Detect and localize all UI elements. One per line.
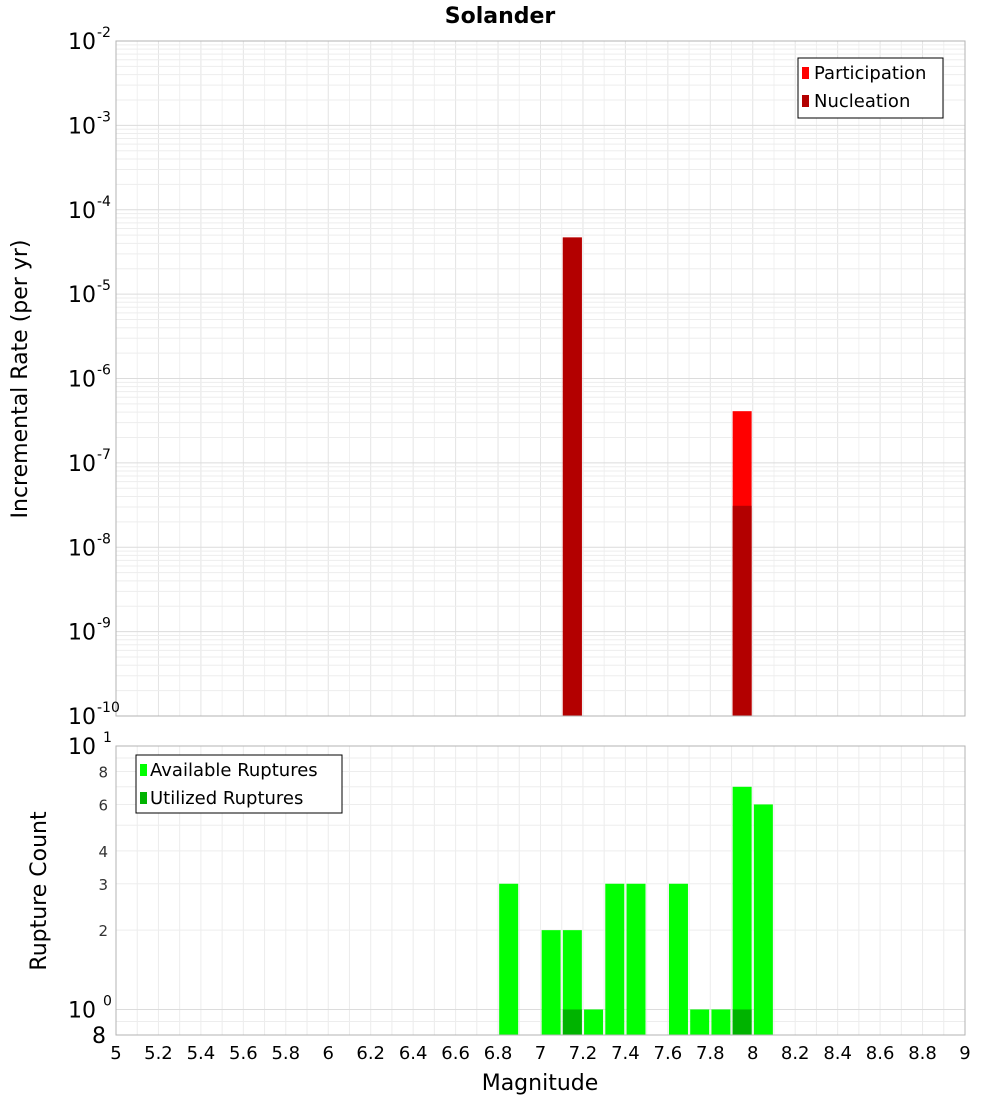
count-y-ticks: [68, 730, 112, 1049]
rate-y-tick-exponent: -3: [97, 109, 111, 126]
utilized-legend-label: Utilized Ruptures: [150, 788, 304, 809]
rate-y-tick: [68, 278, 111, 308]
rate-y-tick-base: 10: [68, 705, 96, 730]
rate-y-tick: [68, 531, 111, 561]
available-bar: [711, 1009, 730, 1035]
rate-y-tick-base: 10: [68, 367, 96, 393]
count-y-tick-base: 10: [68, 735, 96, 760]
count-y-tick-minor: 2: [98, 922, 108, 941]
x-tick-label: 6.8: [483, 1043, 513, 1064]
count-panel: [27, 730, 971, 1096]
rate-y-tick-base: 10: [68, 451, 96, 477]
rate-panel: [8, 25, 965, 730]
rate-y-tick: [68, 447, 111, 477]
x-tick-label: 5.8: [271, 1043, 301, 1064]
x-tick-label: 5.2: [144, 1043, 173, 1064]
available-bar: [584, 1009, 603, 1035]
rate-y-tick: [68, 194, 111, 224]
magnitude-x-ticks: [110, 1043, 970, 1064]
rate-y-tick-exponent: -7: [97, 446, 111, 463]
available-bar: [605, 884, 624, 1035]
x-tick-label: 9: [959, 1043, 971, 1064]
x-tick-label: 7.2: [568, 1043, 598, 1064]
x-tick-label: 6.6: [441, 1043, 470, 1064]
utilized-bar: [733, 1009, 752, 1035]
nucleation-legend-swatch: [802, 95, 809, 107]
available-bar: [733, 787, 752, 1035]
x-tick-label: 8.8: [908, 1043, 937, 1064]
rate-y-tick-base: 10: [68, 620, 96, 646]
rate-y-ticks: [68, 25, 120, 730]
x-tick-label: 7.4: [611, 1043, 640, 1064]
count-legend: [136, 755, 342, 813]
count-y-axis-title: Rupture Count: [27, 811, 52, 971]
rate-y-tick: [68, 363, 111, 393]
x-tick-label: 8.2: [780, 1043, 810, 1064]
rate-y-axis-title: Incremental Rate (per yr): [8, 239, 33, 519]
x-axis-title: Magnitude: [481, 1071, 599, 1096]
rate-y-tick-exponent: -9: [97, 615, 111, 632]
x-tick-label: 5.6: [229, 1043, 258, 1064]
rate-y-tick-base: 10: [68, 114, 96, 140]
count-y-tick-minor: 6: [98, 796, 108, 815]
count-y-tick-major: [68, 993, 112, 1023]
available-bar: [542, 930, 561, 1035]
rate-y-tick-base: 10: [68, 30, 96, 55]
count-y-tick-minor: 3: [98, 875, 108, 894]
available-bar: [690, 1009, 709, 1035]
rate-y-tick: [68, 25, 111, 55]
x-tick-label: 8.6: [865, 1043, 895, 1064]
x-tick-label: 7.6: [653, 1043, 683, 1064]
count-y-tick-minor: 8: [92, 1024, 106, 1049]
rate-y-tick-exponent: -4: [97, 193, 111, 210]
rate-y-tick-exponent: -6: [97, 362, 111, 379]
x-tick-label: 8: [747, 1043, 759, 1064]
count-y-tick-base: 10: [68, 998, 96, 1024]
rate-y-tick-base: 10: [68, 283, 96, 309]
rate-y-tick-exponent: -10: [97, 700, 120, 716]
rate-y-tick: [68, 109, 111, 139]
x-tick-label: 5.4: [186, 1043, 216, 1064]
utilized-legend-swatch: [140, 792, 147, 804]
count-y-tick-minor: 8: [98, 763, 108, 782]
available-bar: [627, 884, 646, 1035]
x-tick-label: 8.4: [823, 1043, 852, 1064]
utilized-bar: [563, 1009, 582, 1035]
available-legend-label: Available Ruptures: [150, 760, 318, 781]
x-tick-label: 7: [534, 1043, 547, 1064]
available-bar: [754, 804, 773, 1035]
rate-y-tick-base: 10: [68, 536, 96, 562]
participation-legend-swatch: [802, 67, 809, 79]
rate-y-tick-exponent: -5: [97, 278, 111, 295]
available-bar: [669, 884, 688, 1035]
x-tick-label: 6: [322, 1043, 334, 1064]
rate-y-tick-base: 10: [68, 198, 96, 224]
rate-y-tick-exponent: -2: [97, 25, 111, 41]
participation-legend-label: Participation: [814, 63, 927, 84]
rate-y-tick: [68, 700, 120, 730]
chart-title: Solander: [444, 4, 556, 29]
available-legend-swatch: [140, 764, 147, 776]
rate-y-tick-exponent: -8: [97, 531, 111, 548]
nucleation-bar: [563, 237, 582, 716]
nucleation-legend-label: Nucleation: [814, 91, 911, 112]
rate-legend: [798, 58, 943, 118]
nucleation-bar: [733, 506, 752, 716]
count-y-tick-minor: 4: [98, 842, 108, 861]
count-y-tick-major: [68, 730, 112, 760]
x-tick-label: 6.4: [398, 1043, 428, 1064]
x-tick-label: 7.8: [695, 1043, 725, 1064]
rate-y-tick: [68, 616, 111, 646]
x-tick-label: 6.2: [356, 1043, 386, 1064]
count-y-tick-exponent: 0: [103, 993, 112, 1010]
available-bar: [499, 884, 518, 1035]
count-y-tick-exponent: 1: [103, 730, 112, 746]
rate-grid: [116, 41, 965, 716]
x-tick-label: 5: [110, 1043, 122, 1064]
